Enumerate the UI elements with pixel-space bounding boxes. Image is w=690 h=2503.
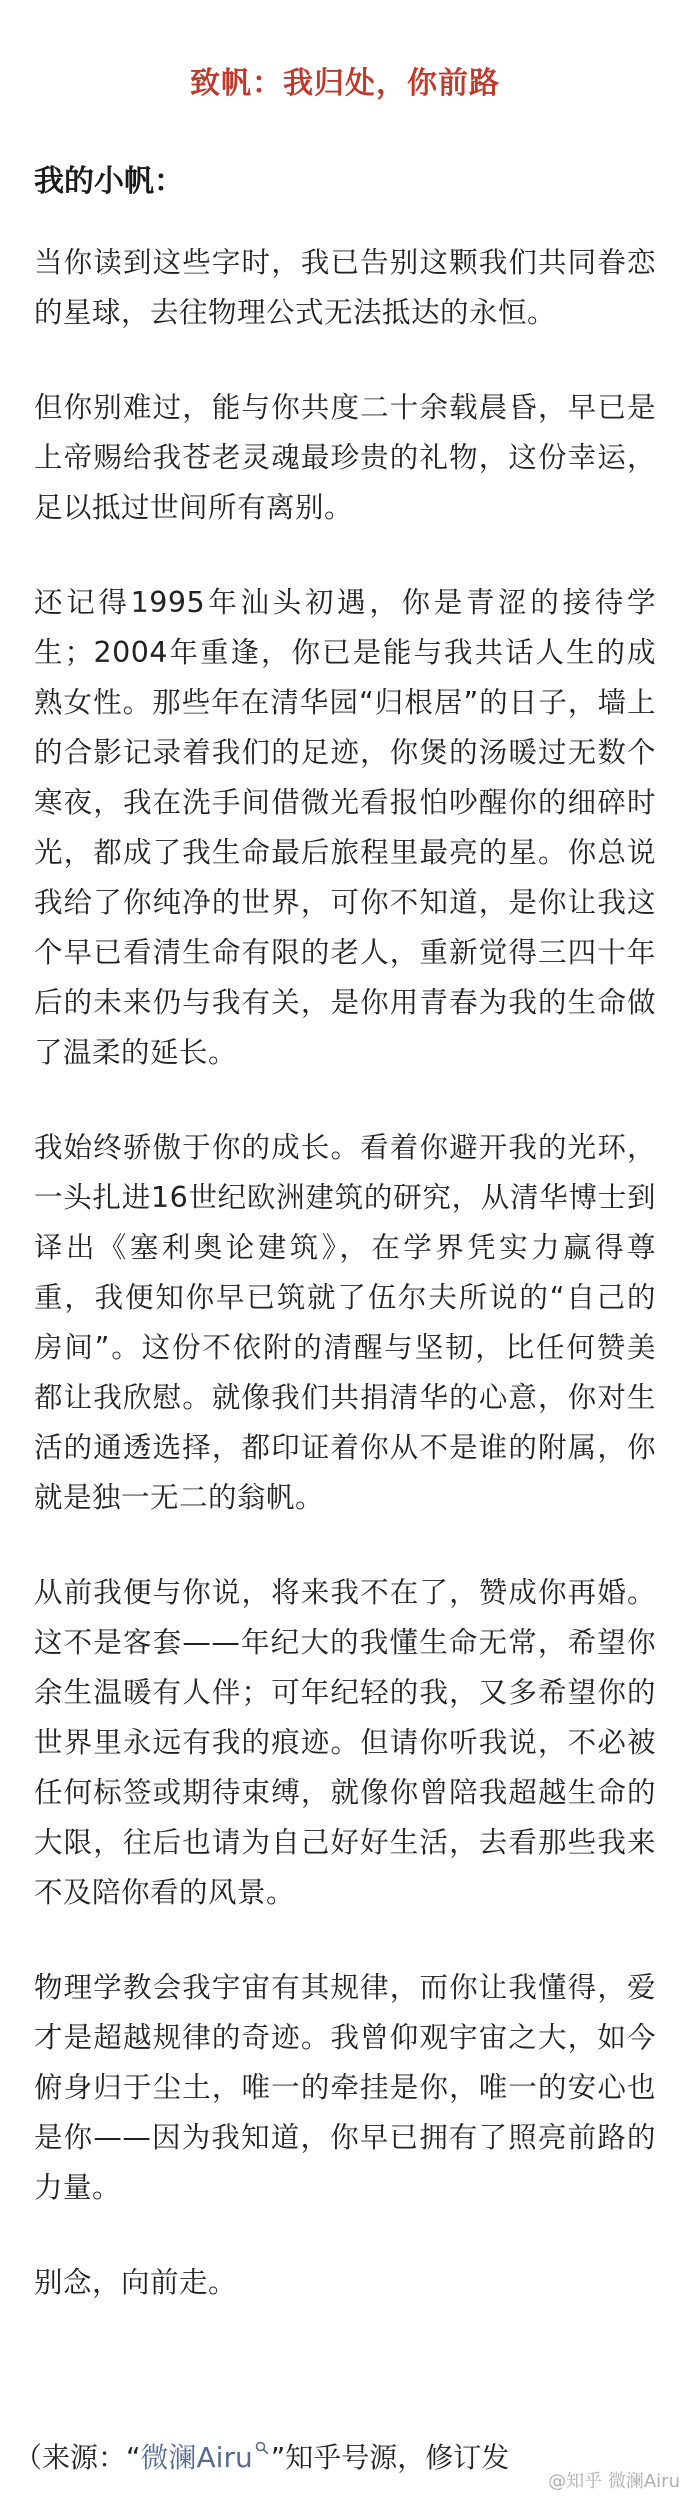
paragraph-7: 别念，向前走。 [34,2266,238,2299]
paragraph-1: 当你读到这些字时，我已告别这颗我们共同眷恋的星球，去往物理公式无法抵达的永恒。 [34,246,656,329]
paragraph-3: 还记得1995年汕头初遇，你是青涩的接待学生；2004年重逢，你已是能与我共话人生的成熟女性。那些年在清华园“归根居”的日子，墙上的合影记录着我们的足迹，你煲的汤暖过无数个寒夜，我在洗手间借微光看报怕吵醒你的细碎时光，都成了我生命最后旅程里最亮的星。你总说我给了你纯净的世界，可你不知道，是你让我这个早已看清生命有限的老人，重新觉得三四十年后的未来仍与我有关，是你用青春为我的生命做了温柔的延长。 [34,586,656,1069]
source-prefix: （来源：“ [14,2441,141,2474]
magnifier-icon[interactable] [255,2441,269,2455]
article-body [34,238,656,2353]
salutation: 我的小帆： [34,164,184,199]
paragraph-4: 我始终骄傲于你的成长。看着你避开我的光环，一头扎进16世纪欧洲建筑的研究，从清华博士到译出《塞利奥论建筑》，在学界凭实力赢得尊重，我便知你早已筑就了伍尔夫所说的“自己的房间”。这份不依附的清醒与坚韧，比任何赞美都让我欣慰。就像我们共捐清华的心意，你对生活的通透选择，都印证着你从不是谁的附属，你就是独一无二的翁帆。 [34,1131,656,1514]
paragraph-5: 从前我便与你说，将来我不在了，赞成你再婚。这不是客套——年纪大的我懂生命无常，希望你余生温暖有人伴；可年纪轻的我，又多希望你的世界里永远有我的痕迹。但请你听我说，不必被任何标签或期待束缚，就像你曾陪我超越生命的大限，往后也请为自己好好生活，去看那些我来不及陪你看的风景。 [34,1576,656,1909]
source-suffix: ”知乎号源，修订发 [270,2441,510,2474]
article-title: 致帆：我归处，你前路 [190,66,500,101]
watermark: @知乎 微澜Airu [548,2471,680,2492]
source-author-link[interactable]: 微澜Airu [140,2441,253,2474]
paragraph-2: 但你别难过，能与你共度二十余载晨昏，早已是上帝赐给我苍老灵魂最珍贵的礼物，这份幸运，足以抵过世间所有离别。 [34,391,656,524]
paragraph-6: 物理学教会我宇宙有其规律，而你让我懂得，爱才是超越规律的奇迹。我曾仰观宇宙之大，如今俯身归于尘土，唯一的牵挂是你，唯一的安心也是你——因为我知道，你早已拥有了照亮前路的力量。 [34,1971,656,2204]
